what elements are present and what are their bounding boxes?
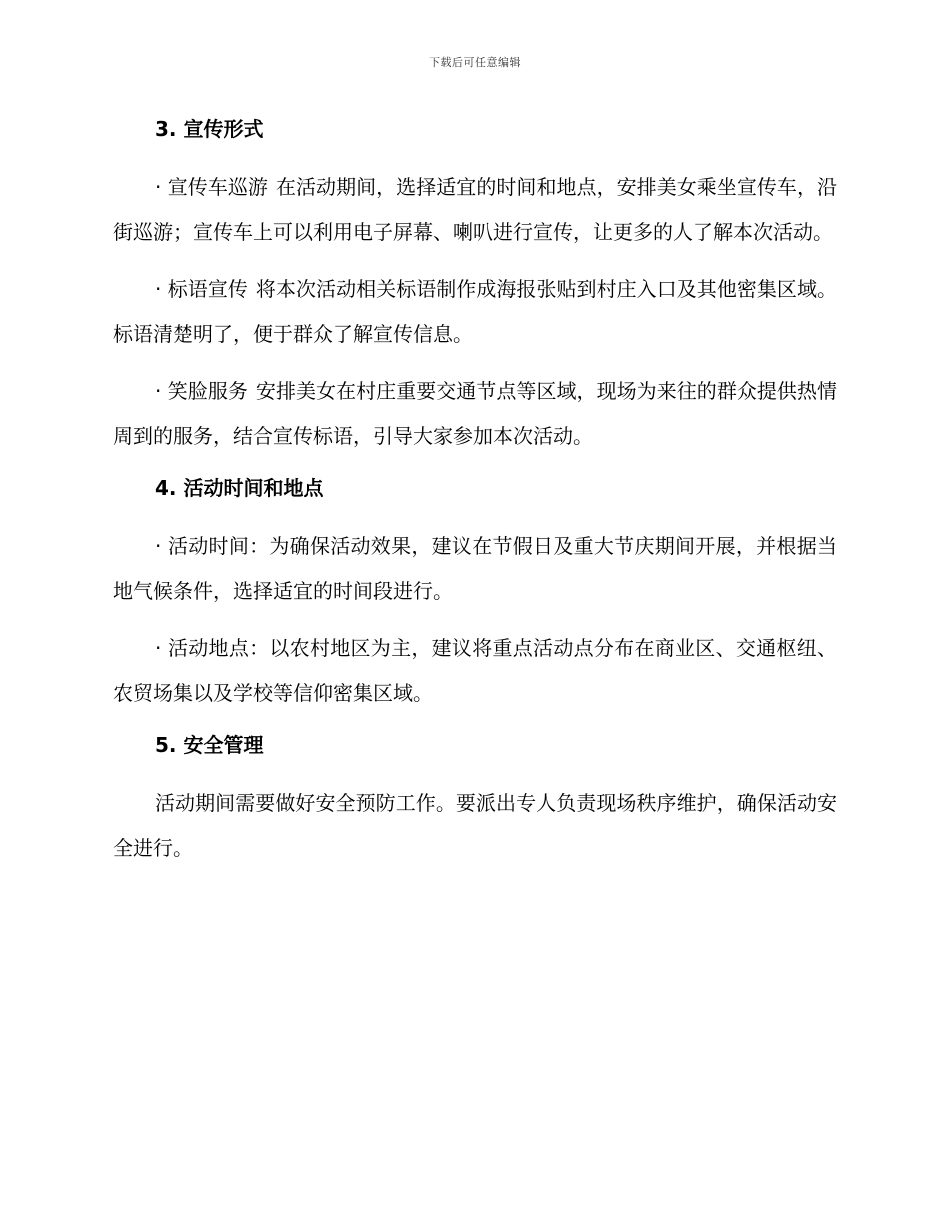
document-body [113, 112, 837, 883]
paragraph-activity-place: · 活动地点：以农村地区为主，建议将重点活动点分布在商业区、交通枢纽、农贸场集以及学校等信仰密集区域。 [113, 636, 837, 705]
paragraph-smile-service [113, 369, 837, 459]
page-header: 下载后可任意编辑 [429, 56, 521, 69]
paragraph-parade-vehicle [113, 165, 837, 255]
item-body: 在活动期间，选择适宜的时间和地点，安排美女乘坐宣传车，沿街巡游；宣传车上可以利用电子屏幕、喇叭进行宣传，让更多的人了解本次活动。 [113, 175, 838, 244]
section-heading-publicity-forms: 3. 宣传形式 [155, 117, 264, 141]
section-heading-time-and-place: 4. 活动时间和地点 [155, 476, 324, 500]
paragraph-activity-time: · 活动时间：为确保活动效果，建议在节假日及重大节庆期间开展，并根据当地气候条件，选择适宜的时间段进行。 [113, 534, 837, 603]
item-lead: · 标语宣传 [155, 277, 248, 301]
section-heading-safety-management: 5. 安全管理 [155, 733, 264, 757]
paragraph-safety: 活动期间需要做好安全预防工作。要派出专人负责现场秩序维护，确保活动安全进行。 [113, 791, 837, 860]
item-body: 将本次活动相关标语制作成海报张贴到村庄入口及其他密集区域。标语清楚明了，便于群众了解宣传信息。 [113, 277, 838, 346]
item-lead: · 笑脸服务 [155, 379, 248, 403]
item-lead: · 宣传车巡游 [155, 175, 268, 199]
item-body: 安排美女在村庄重要交通节点等区域，现场为来往的群众提供热情周到的服务，结合宣传标语，引导大家参加本次活动。 [113, 379, 838, 448]
paragraph-slogan-publicity [113, 267, 837, 357]
